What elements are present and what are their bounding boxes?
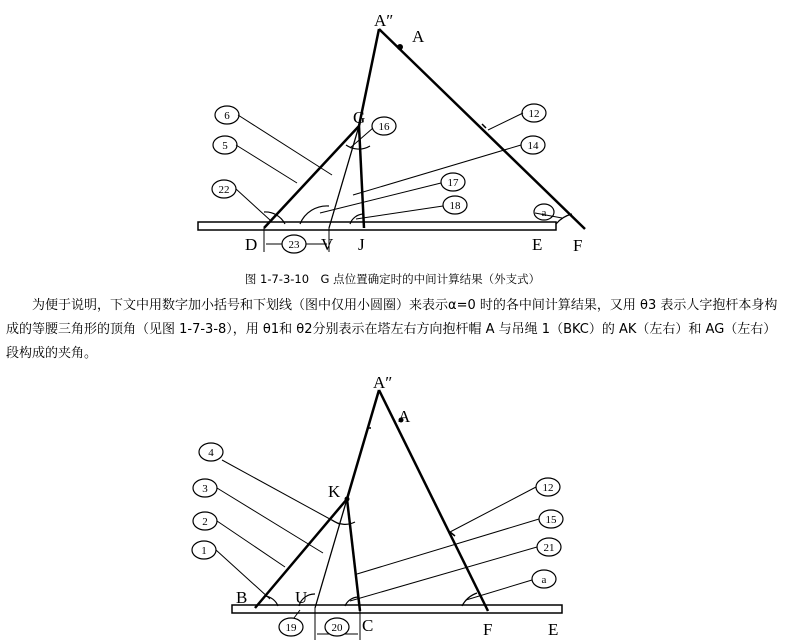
leader-4 <box>222 460 339 524</box>
leader-a-bottom <box>466 580 532 600</box>
paragraph-text: 为便于说明，下文中用数字加小括号和下划线（图中仅用小圆圈）来表示α=0 时的各中间计算结果，又用 θ3 表示人字抱杆本身构成的等腰三角形的顶角（见图 1-7-3-8），用 θ1和 θ2分别表示在塔左右方向抱杆帽 A 与吊绳 1（BKC）的 AK（左右）和 AG（左右）段构成的夹角。 <box>6 298 778 361</box>
label-J: J <box>358 235 365 254</box>
line-A2-K <box>347 390 379 499</box>
leader-5 <box>236 145 297 183</box>
ground-beam-top <box>198 222 556 230</box>
figure-bottom <box>192 390 563 640</box>
num-20: 20 <box>331 622 343 634</box>
label-A2-top: A″ <box>374 11 394 30</box>
line-K-U <box>315 499 347 608</box>
num-15: 15 <box>545 514 557 526</box>
line-A2-F-bottom <box>379 390 488 611</box>
leader-12-bottom <box>450 487 536 532</box>
num-21: 21 <box>543 542 555 554</box>
arc-16 <box>346 145 370 149</box>
num-a-top: a <box>541 207 547 219</box>
label-V: V <box>321 235 334 254</box>
num-18: 18 <box>449 200 461 212</box>
figure-bottom-labels <box>201 373 558 639</box>
label-C: C <box>362 616 374 635</box>
leader-12 <box>488 113 523 130</box>
arc-a-bottom <box>462 593 477 606</box>
leader-18 <box>356 206 443 219</box>
num-1: 1 <box>201 545 207 557</box>
leader-14 <box>353 145 521 195</box>
label-A2-bottom: A″ <box>373 373 393 392</box>
num-12-top: 12 <box>528 108 540 120</box>
label-F-bottom: F <box>483 620 493 639</box>
line-G-J <box>359 126 364 228</box>
leader-22 <box>236 189 270 220</box>
leader-21 <box>350 547 537 601</box>
ground-beam-bottom <box>232 605 562 613</box>
label-B: B <box>236 588 248 607</box>
point-A-dot-top <box>397 44 403 50</box>
leader-a <box>535 213 562 218</box>
label-K: K <box>328 482 341 501</box>
label-F-top: F <box>573 236 583 255</box>
line-A2-F <box>379 29 585 229</box>
tick-top-right <box>482 124 486 128</box>
num-14: 14 <box>527 140 539 152</box>
num-19: 19 <box>285 622 297 634</box>
leader-3 <box>217 488 323 553</box>
point-K-dot <box>345 497 350 502</box>
label-G: G <box>353 108 366 127</box>
line-G-D <box>264 126 359 228</box>
num-16: 16 <box>378 121 390 133</box>
num-23: 23 <box>288 239 300 251</box>
figure-caption: 图 1-7-3-10 G 点位置确定时的中间计算结果（外支式） <box>244 272 541 286</box>
num-6: 6 <box>224 110 230 122</box>
num-17: 17 <box>447 177 459 189</box>
num-a-bottom: a <box>541 574 547 586</box>
label-E-top: E <box>532 235 543 254</box>
num-22: 22 <box>218 184 230 196</box>
label-A-bottom: A <box>398 407 411 426</box>
label-D: D <box>245 235 258 254</box>
label-A-top: A <box>412 27 425 46</box>
line-K-C <box>347 499 360 611</box>
num-3: 3 <box>202 483 208 495</box>
num-5: 5 <box>222 140 228 152</box>
num-4: 4 <box>208 447 214 459</box>
num-12-bottom: 12 <box>542 482 554 494</box>
label-U: U <box>295 588 308 607</box>
body-paragraph <box>6 294 781 366</box>
num-2: 2 <box>202 516 208 528</box>
leader-6 <box>238 115 332 175</box>
label-E-bottom: E <box>548 620 559 639</box>
